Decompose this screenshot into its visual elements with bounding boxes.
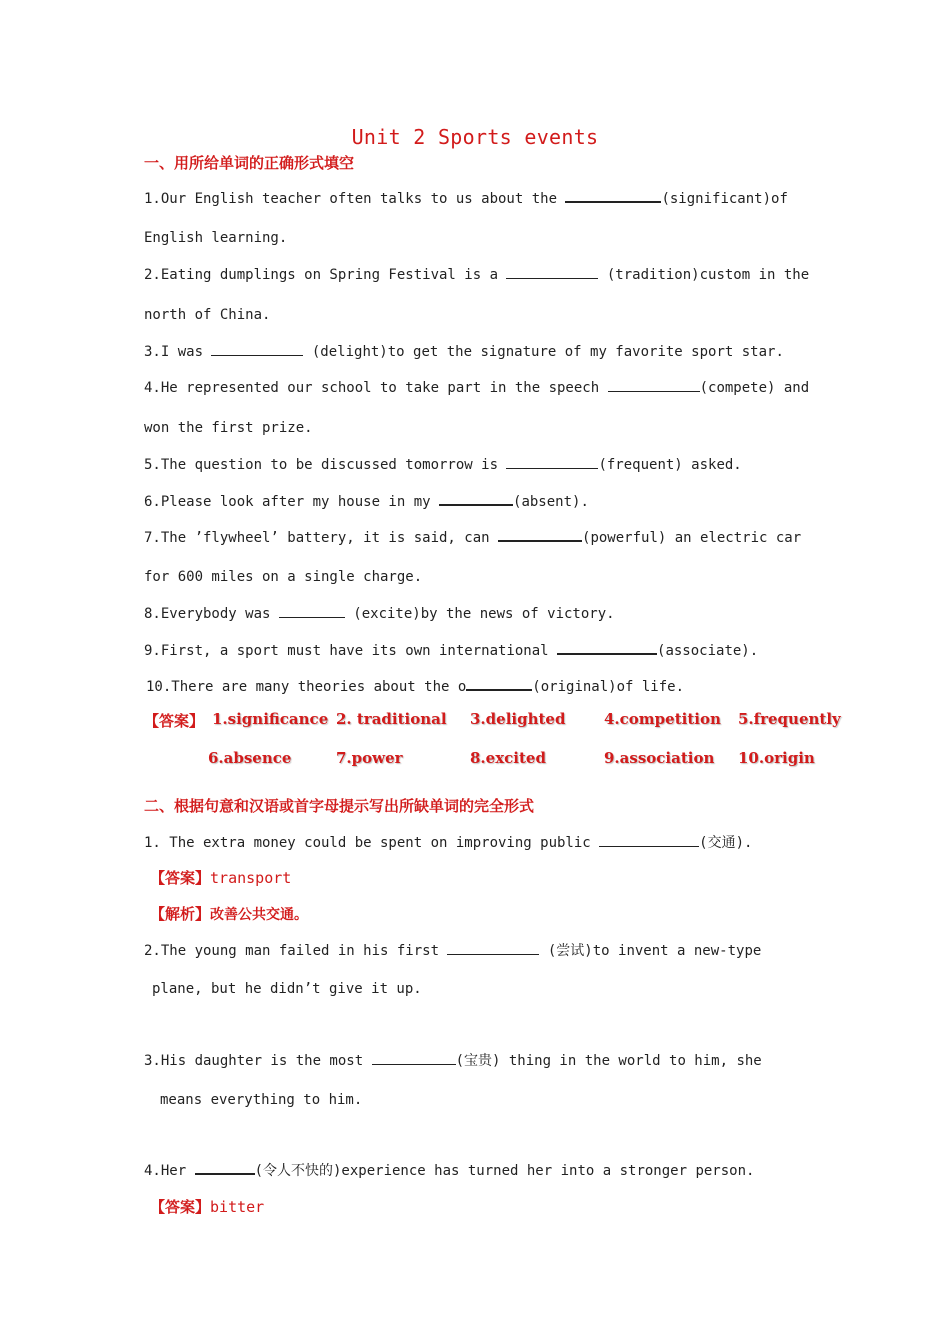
answer-blank[interactable] [506, 266, 598, 279]
answer-blank[interactable] [466, 677, 532, 691]
answer-blank[interactable] [506, 456, 598, 469]
answer-10: 10.origin [738, 749, 815, 767]
answer-2: 2. traditional [336, 710, 447, 728]
s2-question-2-cont: plane, but he didn’t give it up. [152, 981, 422, 997]
answer-1: 1.significance [212, 710, 329, 728]
question-text: 1.Our English teacher often talks to us about the [144, 191, 566, 207]
s2-question-4 [144, 1160, 754, 1180]
question-hint: (original)of life. [532, 679, 685, 695]
question-hint: (associate). [657, 643, 759, 659]
question-text: 5.The question to be discussed tomorrow is [144, 457, 507, 473]
question-text: 3.I was [144, 344, 212, 360]
answer-blank[interactable] [439, 492, 513, 506]
question-hint: (excite)by the news of victory. [344, 606, 615, 622]
question-4 [144, 379, 809, 396]
question-text: 4.He represented our school to take part in the speech [144, 380, 608, 396]
question-9 [144, 641, 758, 659]
answer-blank[interactable] [372, 1052, 456, 1065]
explanation-text: 改善公共交通。 [210, 907, 309, 923]
answer-blank[interactable] [565, 189, 661, 203]
question-text: 9.First, a sport must have its own international [144, 643, 558, 659]
answer-9: 9.association [604, 749, 715, 767]
question-text: 2.Eating dumplings on Spring Festival is a [144, 267, 507, 283]
question-hint: (tradition)custom in the [598, 267, 810, 283]
question-1 [144, 189, 788, 207]
answer-blank[interactable] [211, 343, 303, 356]
answer-label: 【答案】 [150, 1198, 211, 1216]
question-hint: (compete) and [699, 380, 810, 396]
question-2-cont: north of China. [144, 307, 271, 323]
s2-question-3-cont: means everything to him. [160, 1092, 363, 1108]
question-4-cont: won the first prize. [144, 420, 313, 436]
question-2 [144, 266, 809, 283]
answer-7: 7.power [336, 749, 403, 767]
question-10 [146, 677, 684, 695]
s2-question-1 [144, 832, 752, 852]
explanation-label: 【解析】 [150, 905, 211, 923]
question-hint: (宝贵) thing in the world to him, she [455, 1053, 762, 1069]
answer-value: transport [210, 869, 292, 887]
question-hint: (尝试)to invent a new-type [539, 943, 762, 959]
answer-blank[interactable] [195, 1161, 255, 1175]
section2-heading: 二、根据句意和汉语或首字母提示写出所缺单词的完全形式 [144, 797, 535, 815]
answer-3: 3.delighted [470, 710, 566, 728]
answer-blank[interactable] [447, 942, 539, 955]
s2-q4-answer [150, 1196, 264, 1217]
question-text: 6.Please look after my house in my [144, 494, 440, 510]
question-text: 7.The ’flywheel’ battery, it is said, can [144, 530, 499, 546]
question-text: 1. The extra money could be spent on improving public [144, 835, 600, 851]
question-7 [144, 528, 801, 546]
answer-blank[interactable] [498, 528, 582, 542]
question-text: 10.There are many theories about the o [146, 679, 467, 695]
question-6 [144, 492, 589, 510]
s2-question-2 [144, 940, 761, 960]
answer-blank[interactable] [557, 641, 657, 655]
question-text: 8.Everybody was [144, 606, 279, 622]
question-5 [144, 456, 742, 473]
answer-blank[interactable] [279, 605, 345, 618]
answer-4: 4.competition [604, 710, 721, 728]
question-hint: (delight)to get the signature of my favorite sport star. [303, 344, 784, 360]
section1-heading: 一、用所给单词的正确形式填空 [144, 154, 355, 172]
answer-blank[interactable] [599, 834, 699, 847]
question-text: 3.His daughter is the most [144, 1053, 372, 1069]
answer-blank[interactable] [608, 379, 700, 392]
question-hint: (powerful) an electric car [582, 530, 802, 546]
question-7-cont: for 600 miles on a single charge. [144, 569, 423, 585]
question-hint: (significant)of [661, 191, 788, 207]
question-hint: (frequent) asked. [598, 457, 742, 473]
question-hint: (absent). [513, 494, 589, 510]
question-hint: (交通). [699, 835, 753, 851]
s2-q1-explanation [150, 903, 308, 924]
answer-label: 【答案】 [144, 712, 205, 730]
question-3 [144, 343, 784, 360]
answer-5: 5.frequently [738, 710, 841, 728]
answer-6: 6.absence [208, 749, 292, 767]
page-title: Unit 2 Sports events [351, 125, 599, 149]
question-text: 2.The young man failed in his first [144, 943, 448, 959]
answer-label: 【答案】 [150, 869, 211, 887]
question-hint: (令人不快的)experience has turned her into a stronger person. [254, 1163, 755, 1179]
question-text: 4.Her [144, 1163, 195, 1179]
question-8 [144, 605, 615, 622]
s2-q1-answer [150, 867, 291, 888]
answer-value: bitter [210, 1198, 265, 1216]
s2-question-3 [144, 1050, 762, 1070]
answer-8: 8.excited [470, 749, 546, 767]
question-1-cont: English learning. [144, 230, 288, 246]
